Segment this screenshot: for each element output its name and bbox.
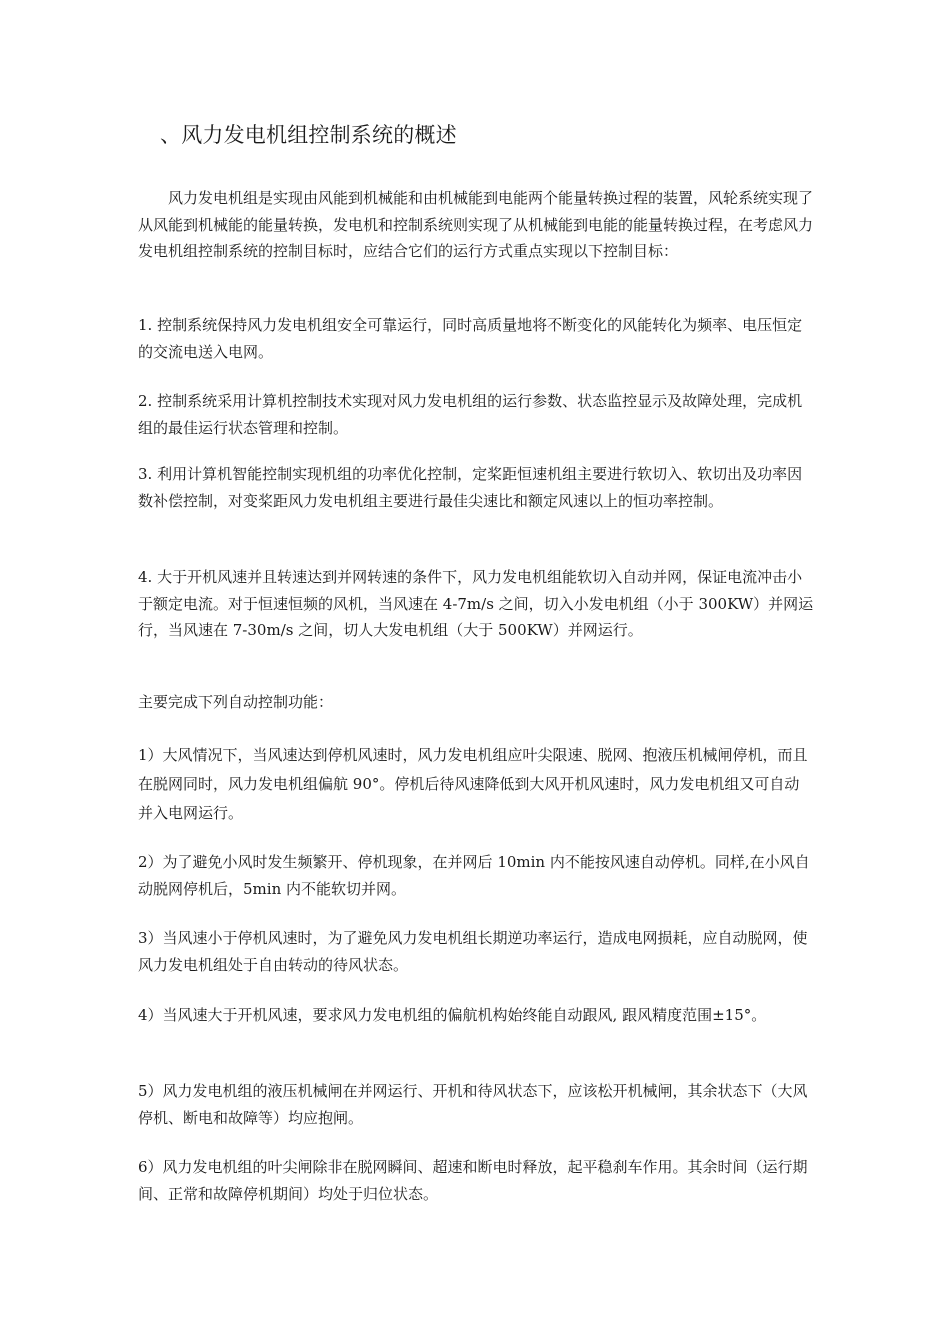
function-6-paragraph: 6）风力发电机组的叶尖闸除非在脱网瞬间、超速和断电时释放，起平稳刹车作用。其余时间（运行期间、正常和故障停机期间）均处于归位状态。 [138, 1158, 808, 1203]
function-4-paragraph: 4）当风速大于开机风速，要求风力发电机组的偏航机构始终能自动跟风, 跟风精度范围±15°。 [138, 1006, 767, 1024]
goal-3-paragraph: 3. 利用计算机智能控制实现机组的功率优化控制，定桨距恒速机组主要进行软切入、软切出及功率因数补偿控制，对变桨距风力发电机组主要进行最佳尖速比和额定风速以上的恒功率控制。 [138, 465, 803, 510]
functions-heading: 主要完成下列自动控制功能： [138, 693, 334, 711]
intro-paragraph: 风力发电机组是实现由风能到机械能和由机械能到电能两个能量转换过程的装置，风轮系统实现了从风能到机械能的能量转换，发电机和控制系统则实现了从机械能到电能的能量转换过程，在考虑风力发电机组控制系统的控制目标时，应结合它们的运行方式重点实现以下控制目标： [138, 189, 814, 260]
document-title: 、风力发电机组控制系统的概述 [160, 123, 457, 147]
goal-4-paragraph: 4. 大于开机风速并且转速达到并网转速的条件下，风力发电机组能软切入自动并网，保证电流冲击小于额定电流。对于恒速恒频的风机，当风速在 4-7m/s 之间，切入小发电机组（小于 300KW）并网运行，当风速在 7-30m/s 之间，切人大发电机组（大于 500KW）并网运行。 [138, 568, 814, 639]
function-5-paragraph: 5）风力发电机组的液压机械闸在并网运行、开机和待风状态下，应该松开机械闸，其余状态下（大风停机、断电和故障等）均应抱闸。 [138, 1082, 808, 1127]
goal-1-paragraph: 1. 控制系统保持风力发电机组安全可靠运行，同时高质量地将不断变化的风能转化为频率、电压恒定的交流电送入电网。 [138, 316, 803, 361]
function-1-paragraph: 1）大风情况下，当风速达到停机风速时，风力发电机组应叶尖限速、脱网、抱液压机械闸停机，而且在脱网同时，风力发电机组偏航 90°。停机后待风速降低到大风开机风速时，风力发电机组又可自动并入电网运行。 [138, 746, 808, 822]
function-3-paragraph: 3）当风速小于停机风速时，为了避免风力发电机组长期逆功率运行，造成电网损耗，应自动脱网，使风力发电机组处于自由转动的待风状态。 [138, 929, 808, 974]
function-2-paragraph: 2）为了避免小风时发生频繁开、停机现象，在并网后 10min 内不能按风速自动停机。同样,在小风自动脱网停机后，5min 内不能软切并网。 [138, 853, 810, 898]
goal-2-paragraph: 2. 控制系统采用计算机控制技术实现对风力发电机组的运行参数、状态监控显示及故障处理，完成机组的最佳运行状态管理和控制。 [138, 392, 803, 437]
